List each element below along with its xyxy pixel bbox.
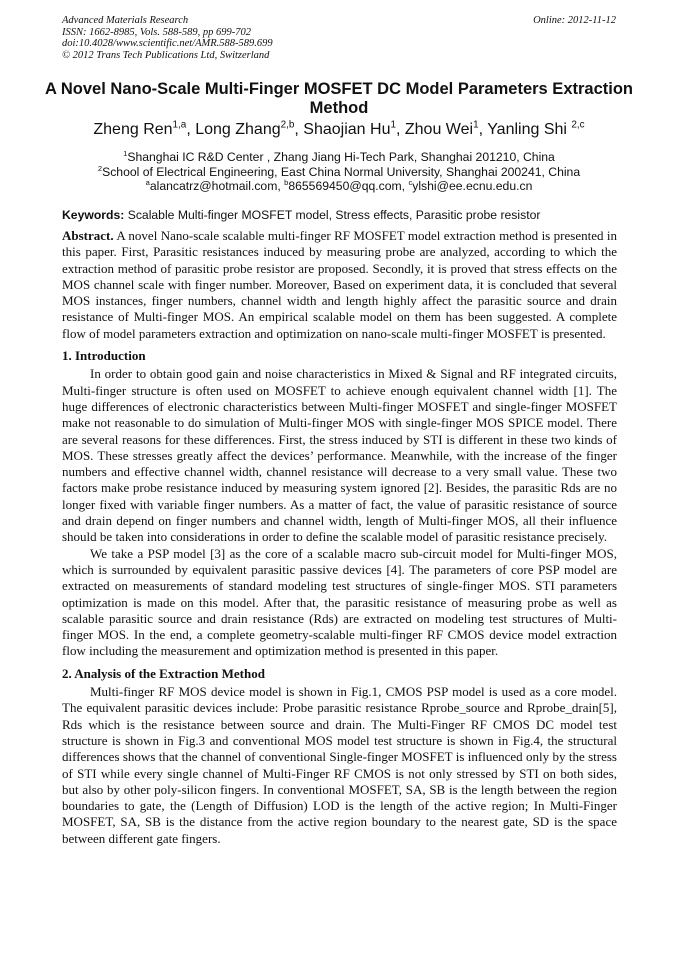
affiliation: $^2$School of Electrical Engineering, East China Normal University, Shanghai 200241, China bbox=[97, 163, 581, 179]
affiliation: $^1$Shanghai IC R&D Center , Zhang Jiang Hi-Tech Park, Shanghai 201210, China bbox=[123, 148, 555, 164]
emails: $^a$alancatrz@hotmail.com, $^b$865569450@qq.com, $^c$ylshi@ee.ecnu.edu.cn bbox=[145, 177, 533, 193]
doi: doi:10.4028/www.scientific.net/AMR.588-589.699 bbox=[62, 38, 273, 50]
body-text bbox=[62, 228, 617, 847]
author: Shaojian Hu$^1$ bbox=[303, 119, 396, 138]
author: Zheng Ren$^{1,a}$ bbox=[93, 119, 187, 138]
paper-title: A Novel Nano-Scale Multi-Finger MOSFET DC Model Parameters Extraction Method bbox=[45, 80, 633, 117]
journal-name: Advanced Materials Research bbox=[62, 15, 189, 26]
online-date: Online: 2012-11-12 bbox=[533, 15, 616, 26]
author: Long Zhang$^{2,b}$ bbox=[195, 119, 295, 138]
abstract: Abstract. A novel Nano-scale scalable multi-finger RF MOSFET model extraction method is presented in this paper. First, Parasitic resistances induced by measuring probe are analyzed, according to which the extraction method of parasitic probe resistor are proposed. Secondly, it is proved that stress effects on the MOS channel scale with finger number. Moreover, Based on experiment data, it is concluded that several MOS instances, finger numbers, channel width and length highly affect the parasitic source and drain resistance of Multi-finger MOS. An empirical scalable model on them has been suggested. A complete flow of model parameters extraction and optimization on nano-scale multi-finger MOSFET is presented. bbox=[62, 228, 617, 341]
copyright: © 2012 Trans Tech Publications Ltd, Switzerland bbox=[62, 49, 270, 61]
author: Yanling Shi $^{2,c}$ bbox=[487, 119, 585, 138]
paragraph: Multi-finger RF MOS device model is shown in Fig.1, CMOS PSP model is used as a core model. The equivalent parasitic devices include: Probe parasitic resistance Rprobe_source and Rprobe_drain[5], Rds which is the resistance between source and drain. The Multi-Finger RF CMOS DC model test structure is shown in Fig.3 and conventional MOS model test structure is shown in Fig.4, the structural differences shows that the channel of conventional Single-finger MOSFET is influenced only by the stress of STI while every single channel of Multi-Finger RF CMOS is not only stressed by STI on both sides, but also by other poly-silicon fingers. In conventional MOSFET, SA, SB is the length between the region boundaries to gate, the (Length of Diffusion) LOD is the length of the active region; In Multi-Finger MOSFET, SA, SB is the distance from the active region boundary to the nearest gate, SD is the space between different gate fingers. bbox=[62, 684, 617, 846]
journal-header bbox=[62, 15, 273, 61]
affiliations bbox=[40, 150, 638, 194]
issn: ISSN: 1662-8985, Vols. 588-589, pp 699-702 bbox=[62, 26, 251, 38]
section-heading: 2. Analysis of the Extraction Method bbox=[62, 665, 265, 681]
paragraph: We take a PSP model [3] as the core of a scalable macro sub-circuit model for Multi-finger MOS, which is surrounded by equivalent parasitic passive devices [4]. The parameters of core PSP model are extracted on measurements of standard modeling test structures of single-finger MOS. STI parameters optimization is made on this model. After that, the parasitic resistance of measuring probe as well as scalable parasitic source and drain resistance (Rds) are extracted on modeling test structures of Multi-finger MOS. In the end, a complete geometry-scalable multi-finger RF CMOS device model extraction flow including the measurement and optimization method is presented in this paper. bbox=[62, 545, 617, 659]
paragraph: In order to obtain good gain and noise characteristics in Mixed & Signal and RF integrated circuits, Multi-finger structure is often used on MOSFET to achieve enough equivalent channel width [1]. The huge differences of electronic characteristics between Multi-finger MOSFET and single-finger MOSFET make not reasonable to do simulation of Multi-finger MOS with single-finger MOS SPICE model. There are several reasons for these differences. First, the stress induced by STI is different in these two kinds of MOS. These stresses greatly affect the devices’ performance. Meanwhile, with the increase of the finger numbers and effective channel width, channel resistance will decrease to a very small value. These two factors make probe resistance induced by measuring system ignored [2]. Besides, the parasitic Rds are no longer fixed with variable finger numbers. As a matter of fact, the value of parasitic resistance of source and drain depend on finger numbers and channel width, length of Multi-finger MOS, all their influence should be taken into considerations in order to define the scalable model of parasitic resistance precisely. bbox=[62, 366, 617, 545]
authors: Zheng Ren$^{1,a}$, Long Zhang$^{2,b}$, Shaojian Hu$^1$, Zhou Wei$^1$, Yanling Shi $^{2,c}$ bbox=[93, 119, 585, 138]
author: Zhou Wei$^1$ bbox=[404, 119, 479, 138]
section-heading: 1. Introduction bbox=[62, 348, 146, 364]
keywords: Keywords: Scalable Multi-finger MOSFET model, Stress effects, Parasitic probe resistor bbox=[62, 208, 541, 222]
